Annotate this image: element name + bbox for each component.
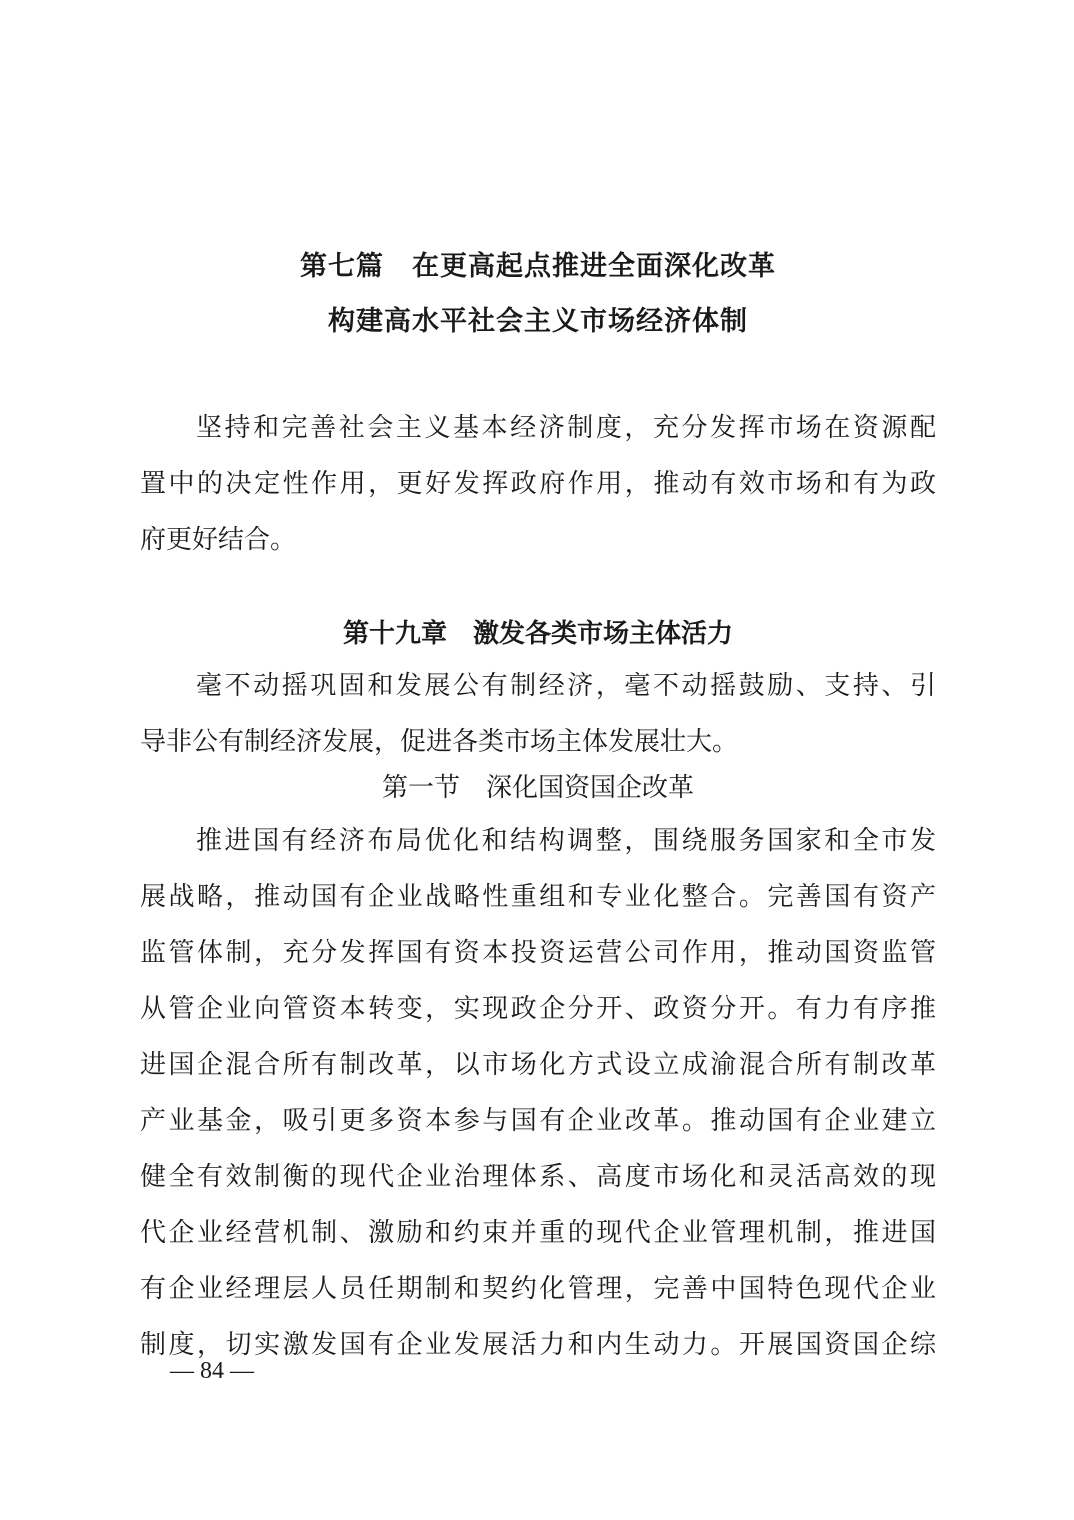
section-line: 健全有效制衡的现代企业治理体系、高度市场化和灵活高效的现 (140, 1162, 936, 1192)
section-line: 监管体制，充分发挥国有资本投资运营公司作用，推动国资监管 (140, 938, 936, 968)
chapter-title: 第十九章 激发各类市场主体活力 (342, 619, 733, 649)
intro-line: 府更好结合。 (140, 525, 297, 555)
intro-paragraph (140, 400, 936, 568)
section-line: 制度，切实激发国有企业发展活力和内生动力。开展国资国企综 (140, 1330, 936, 1360)
intro-line: 坚持和完善社会主义基本经济制度，充分发挥市场在资源配 (196, 413, 936, 443)
intro-line: 置中的决定性作用，更好发挥政府作用，推动有效市场和有为政 (140, 469, 936, 499)
chapter-paragraph (140, 658, 936, 770)
section-line: 进国企混合所有制改革，以市场化方式设立成渝混合所有制改革 (140, 1050, 936, 1080)
section-line: 展战略，推动国有企业战略性重组和专业化整合。完善国有资产 (140, 882, 936, 912)
section-line: 推进国有经济布局优化和结构调整，围绕服务国家和全市发 (196, 826, 936, 856)
section-line: 从管企业向管资本转变，实现政企分开、政资分开。有力有序推 (140, 994, 936, 1024)
section-line: 产业基金，吸引更多资本参与国有企业改革。推动国有企业建立 (140, 1106, 936, 1136)
section-paragraph (140, 813, 936, 1373)
section-line: 有企业经理层人员任期制和契约化管理，完善中国特色现代企业 (140, 1274, 936, 1304)
section-line: 代企业经营机制、激励和约束并重的现代企业管理机制，推进国 (140, 1218, 936, 1248)
page-number: — 84 — (170, 1358, 254, 1384)
chapter-line: 毫不动摇巩固和发展公有制经济，毫不动摇鼓励、支持、引 (196, 671, 936, 701)
section-title: 第一节 深化国资国企改革 (381, 773, 694, 803)
chapter-line: 导非公有制经济发展，促进各类市场主体发展壮大。 (140, 727, 739, 757)
part-title-line-1: 第七篇 在更高起点推进全面深化改革 (300, 251, 776, 282)
part-title-line-2: 构建高水平社会主义市场经济体制 (328, 306, 748, 337)
